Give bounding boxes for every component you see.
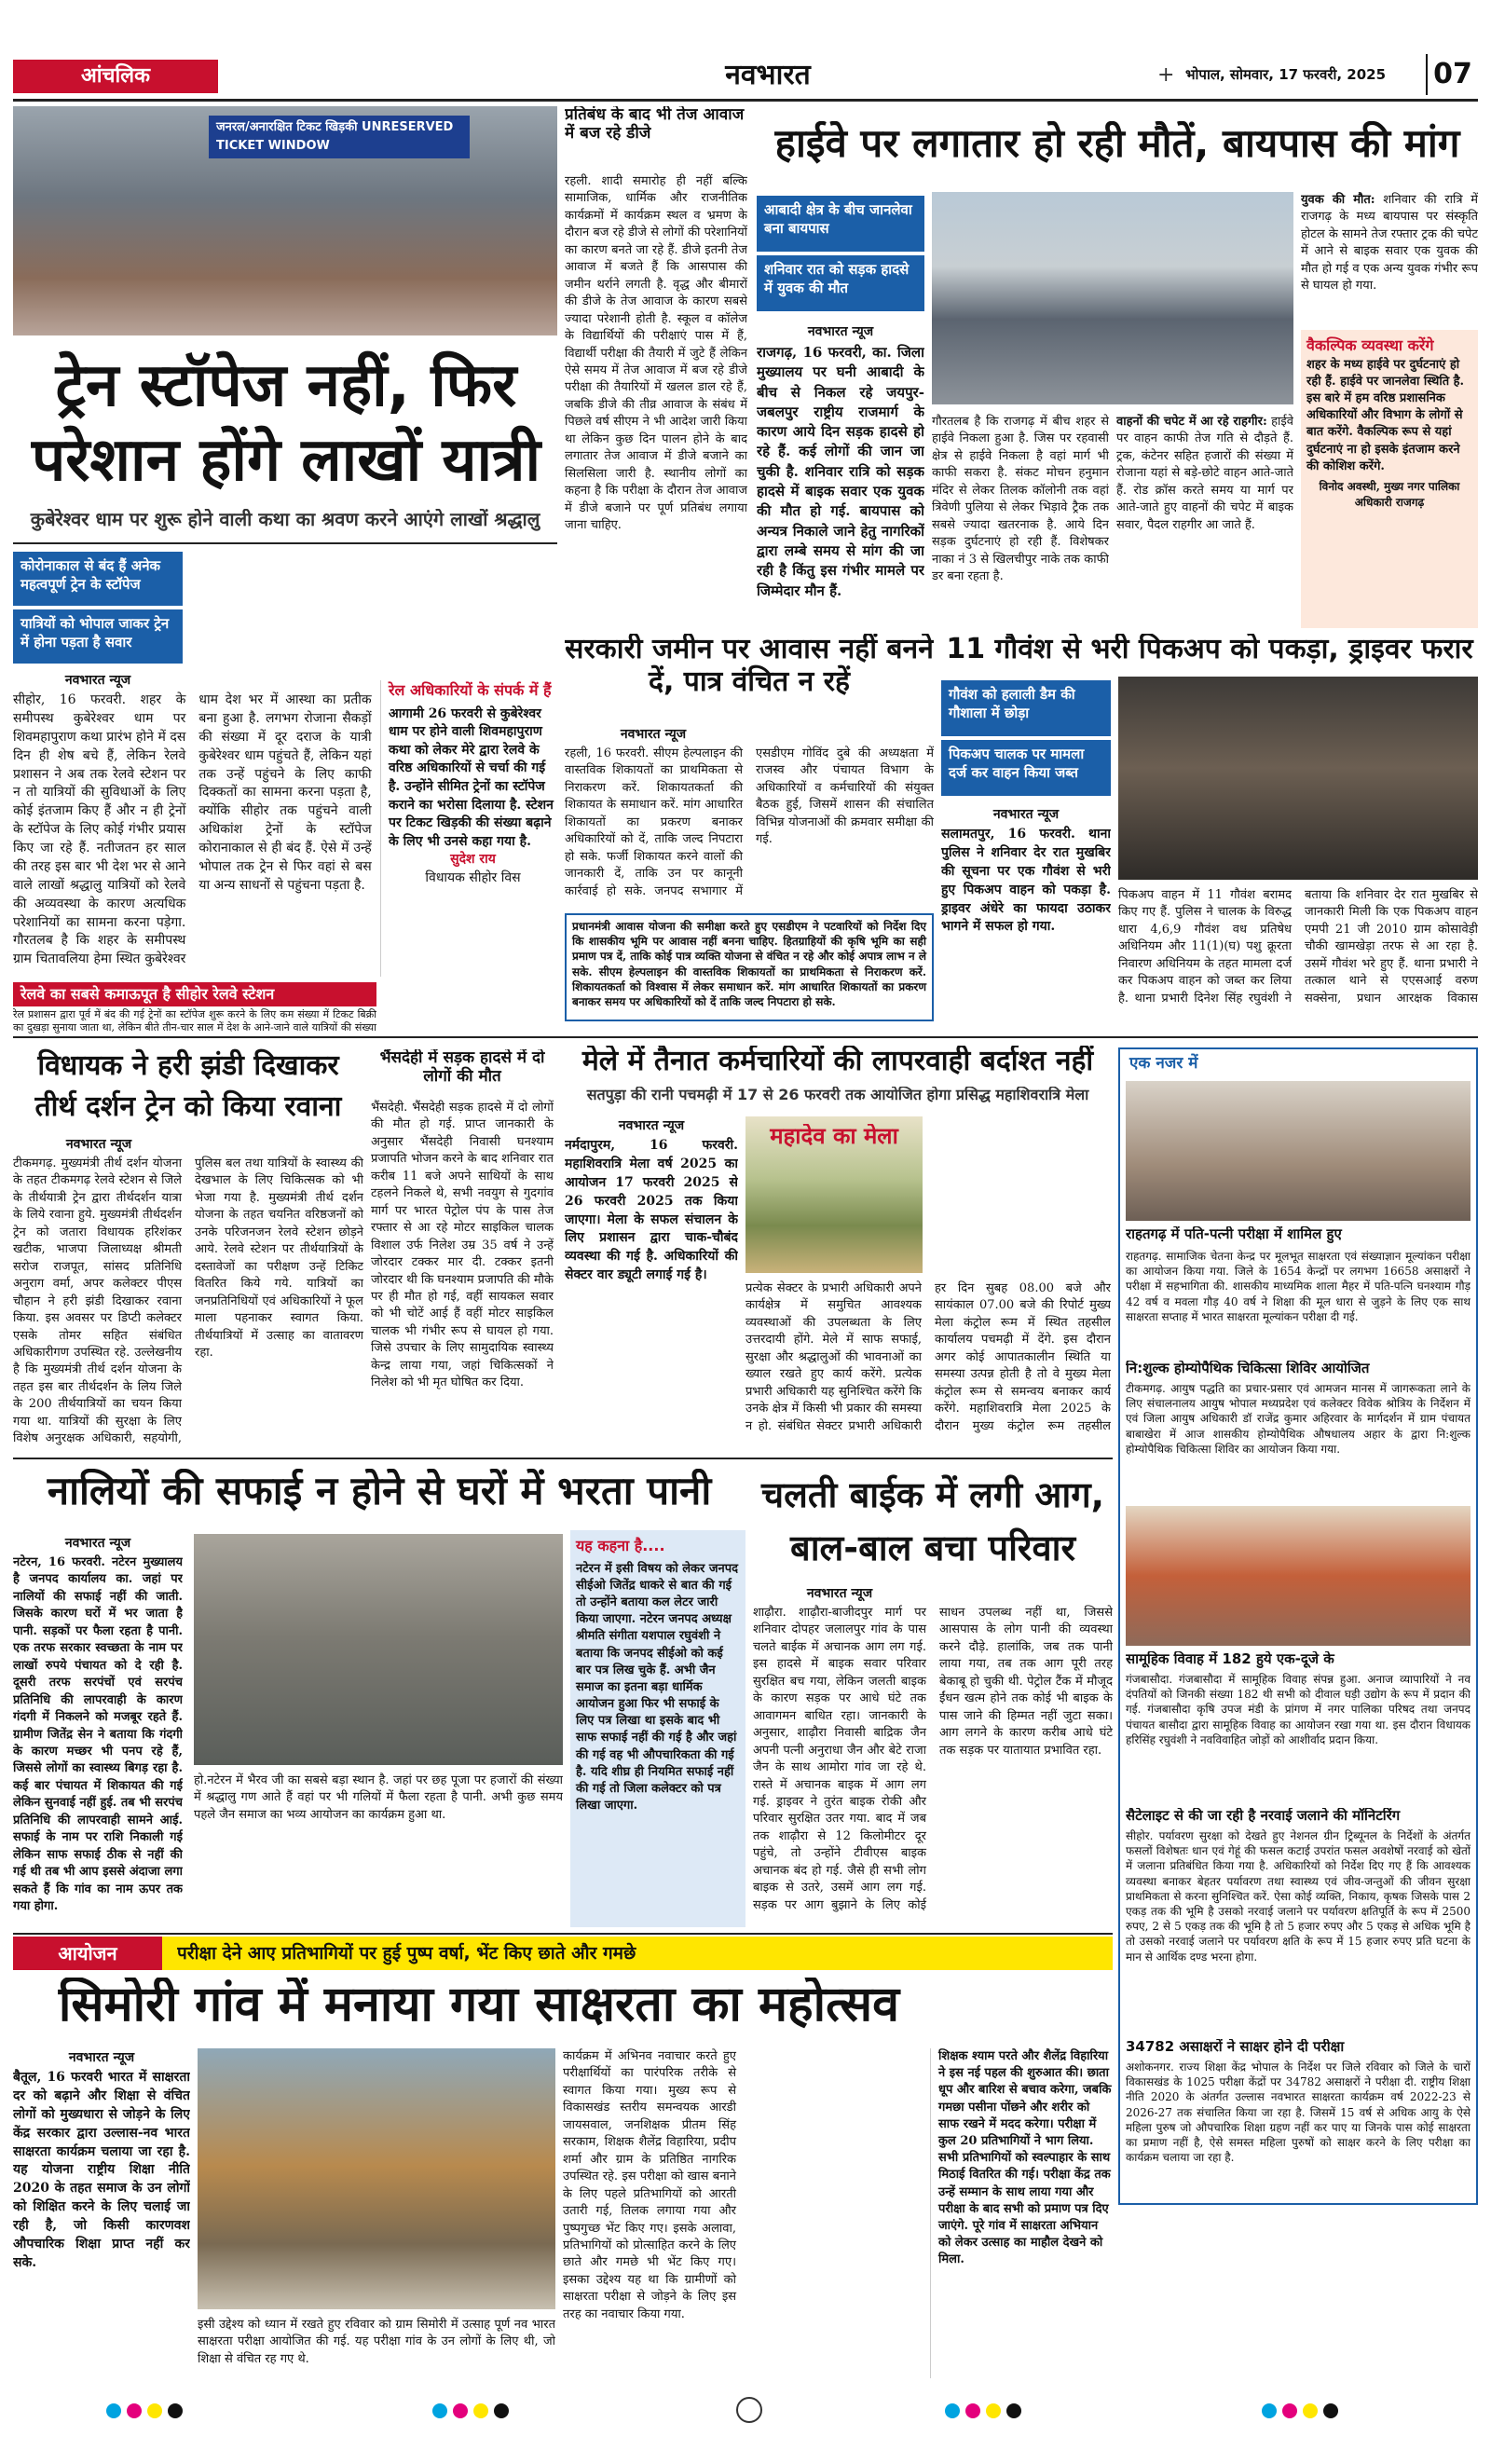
ek-nazar-photo-1 (1126, 1081, 1470, 1221)
page-header (13, 54, 1478, 97)
mela-headline: मेले में तैनात कर्मचारियों की लापरवाही बर्दाश्त नहीं (581, 1046, 1094, 1077)
mla-headline: विधायक ने हरी झंडी दिखाकर तीर्थ दर्शन ट्रेन को किया रवाना (34, 1049, 342, 1123)
highway-sub1 (1116, 414, 1293, 628)
registration-target-icon (736, 2397, 762, 2423)
magenta-dot-icon (965, 2403, 980, 2418)
highway-story (757, 106, 1478, 628)
literacy-strip (13, 1937, 1113, 1970)
bike-byline: नवभारत न्यूज (806, 1586, 873, 1601)
bike-body: शाढ़ौरा. शाढ़ौरा-बाजीदपुर मार्ग पर शनिवार दोपहर जलालपुर गांव के पास चलते बाईक में अचानक आग लग गई. इस हादसे में बाइक सवार परिवार सुरक्षित बच गया, लेकिन जलती बाइक के कारण सड़क पर आधे घंटे तक आवागमन बाधित रहा। जानकारी के अनुसार, शाढ़ौरा निवासी बाद्रिक जैन अपनी पत्नी अनुराधा जैन और बेटे राजा जैन के साथ आमोरा गांव जा रहे थे. रास्ते में अचानक बाइक में आग लग गई. ड्राइवर ने तुरंत बाइक रोकी और परिवार सुरक्षित उतर गया. बाद में जब तक शाढ़ौरा से 12 किलोमीटर दूर पहुंचे, तो उन्होंने टीवीएस बाइक अचानक बंद हो गई. जैसे ही सभी लोग बाइक से उतरे, उसमें आग लग गई. सड़क पर आग बुझाने के लिए कोई साधन उपलब्ध नहीं था, जिससे आसपास के लोग पानी की व्यवस्था करने दौड़े. हालांकि, जब तक पानी लाया गया, तब तक आग पूरी तरह बेकाबू हो चुकी थी. पेट्रोल टैंक में मौजूद ईंधन खत्म होने तक कोई भी बाइक के पास जाने की हिम्मत नहीं जुटा सका। आग लगने के कारण करीब आधे घंटे तक सड़क पर यातायात प्रभावित रहा. (753, 1606, 1113, 1912)
literacy-section: आयोजन (13, 1937, 162, 1970)
land-headline: सरकारी जमीन पर आवास नहीं बनने दें, पात्र वंचित न रहें (565, 634, 934, 698)
section-label: आंचलिक (13, 60, 218, 93)
mla-story (13, 1042, 363, 1452)
cyan-dot-icon (106, 2403, 121, 2418)
bhainsdehi-headline: भैंसदेही में सड़क हादसे में दो लोगों की मौत (379, 1049, 545, 1086)
drain-byline: नवभारत न्यूज (64, 1536, 131, 1551)
cyan-dot-icon (945, 2403, 960, 2418)
highway-sub1-body: हाईवे पर वाहन काफी तेज गति से दौड़ते हैं. ट्रक, कंटेनर सहित हजारों की संख्या में रोजाना यहां से बड़े-छोटे वाहन आते-जाते हैं. रोड क्रॉस करते समय या मार्ग पर आते-जाते हुए वाहनों की चपेट में बाइक सवार, पैदल राहगीर आ जाते हैं. (1116, 415, 1293, 532)
drain-quote-body: नटेरन में इसी विषय को लेकर जनपद सीईओ जितेंद्र धाकरे से बात की गई तो उन्होंने बताया कल लेटर जारी किया जाएगा. नटेरन जनपद अध्यक्ष श्रीमति संगीता यशपाल रघुवंशी ने बताया कि जनपद सीईओ को कई बार पत्र लिख चुके हैं. अभी जैन समाज का इतना बड़ा धार्मिक आयोजन हुआ फिर भी सफाई के लिए पत्र लिखा था इसके बाद भी साफ सफाई नहीं की गई है और जहां की गई वह भी औपचारिकता की गई है. यदि शीघ्र ही नियमित सफाई नहीं की गई तो जिला कलेक्टर को पत्र लिखा जाएगा. (576, 1561, 739, 1814)
highway-headline: हाईवे पर लगातार हो रही मौतें, बायपास की मांग (774, 121, 1460, 166)
train-headline: ट्रेन स्टॉपेज नहीं, फिर परेशान होंगे लाखों यात्री (31, 351, 541, 495)
cyan-dot-icon (1262, 2403, 1277, 2418)
highway-lead: राजगढ़, 16 फरवरी, का. जिला मुख्यालय पर घनी आबादी के बीच से निकल रहे जयपुर-जबलपुर राष्ट्रीय राजमार्ग के कारण आये दिन सड़क हादसे हो रहे हैं. कई लोगों की जान जा चुकी है. शनिवार रात्रि को सड़क हादसे में बाइक सवार एक युवक की मौत हो गई. बायपास को अन्यत्र निकाले जाने हेतु नागरिकों द्वारा लम्बे समय से मांग की जा रही है किंतु इस गंभीर मामले पर जिम्मेदार मौन हैं. (757, 344, 924, 599)
mela-body: प्रत्येक सेक्टर के प्रभारी अधिकारी अपने कार्यक्षेत्र में समुचित आवश्यक व्यवस्थाओं की उपलब्धता के लिए उत्तरदायी होंगे. मेले में साफ सफाई, सुरक्षा और श्रद्धालुओं की भावनाओं का ख्याल रखते हुए कार्य करेंगे. प्रत्येक प्रभारी अधिकारी यह सुनिश्चित करेंगे कि उनके क्षेत्र में किसी भी प्रकार की समस्या न हो. संबंधित सेक्टर प्रभारी अधिकारी हर दिन सुबह 08.00 बजे और सायंकाल 07.00 बजे की रिपोर्ट मुख्य मेला कंट्रोल रूम में स्थित तहसील कार्यालय पचमढ़ी में देंगे. इस दौरान अगर कोई आपातकालीन स्थिति या समस्या उत्पन्न होती है तो वे मुख्य मेला कंट्रोल रूम से समन्वय बनाकर कार्य करेंगे. महाशिवरात्रि मेला 2025 के दौरान मुख्य कंट्रोल रूम तहसील (746, 1281, 1111, 1433)
cow-headline: 11 गौवंश से भरी पिकअप को पकड़ा, ड्राइवर फरार (946, 634, 1473, 665)
dj-body: रहली. शादी समारोह ही नहीं बल्कि सामाजिक, धार्मिक और राजनीतिक कार्यक्रमों में कार्यक्रम स्थल व भ्रमण के दौरान बज रहे डीजे से लोगों की परेशानियों का कारण बनते जा रहे हैं. डीजे इतनी तेज आवाज में बजते हैं कि आसपास की जमीन थर्राने लगती है. वृद्ध और बीमारों की डीजे के तेज आवाज के कारण सबसे ज्यादा परेशानी होती है. स्कूल व कॉलेज के विद्यार्थियों की परीक्षाएं पास में हैं, विद्यार्थी परीक्षा की तैयारी में जुटे हैं लेकिन ऐसे समय में तेज आवाज में बज रहे डीजे परीक्षा की तैयारियों में खलल डाल रहे हैं, जबकि डीजे की तीव्र आवाज के संबंध में पिछले वर्ष सीएम ने भी आदेश जारी किया था लेकिन कुछ दिन पालन होने के बाद लगातार तेज आवाज में डीजे बजाने का सिलसिला जारी है. स्थानीय लोगों का कहना है कि परीक्षा के दौरान तेज आवाज में डीजे बजाने पर पूर्ण प्रतिबंध लगाया जाना चाहिए. (565, 174, 747, 533)
ek-nazar-item4-title: सैटेलाइट से की जा रही है नरवाई जलाने की मॉनिटरिंग (1126, 1808, 1401, 1824)
mela-byline: नवभारत न्यूज (618, 1118, 685, 1133)
bike-story (753, 1463, 1113, 1927)
train-strip: रेलवे का सबसे कमाऊपूत है सीहोर रेलवे स्टेशन (13, 982, 376, 1006)
ek-nazar-item3-title: सामूहिक विवाह में 182 हुये एक-दूजे के (1126, 1651, 1334, 1667)
drain-quote-box (570, 1530, 746, 1927)
page-number: 07 (1426, 54, 1478, 95)
ek-nazar-item4-body: सीहोर. पर्यावरण सुरक्षा को देखते हुए नेशनल ग्रीन ट्रिब्यूनल के निर्देशों के अंतर्गत फसलों विशेषतः धान एवं गेहूं की फसल कटाई उपरांत फसल अवशेषों नरवाई को खेतों में जलाना प्रतिबंधित किया गया है. अधिकारियों को निर्देश दिए गए हैं कि आवश्यक व्यवस्था बनाकर बेहतर पर्यावरण तथा स्वास्थ्य एवं जीव-जन्तुओं की जीवन सुरक्षा प्राथमिकता से करना सुनिश्चित करें. ऐसा कोई व्यक्ति, निकाय, कृषक जिसके पास 2 एकड़ तक की भूमि है उसको नरवाई जलाने पर पर्यावरण क्षतिपूर्ति के रूप में 2500 रुपए, 2 से 5 एकड़ तक की भूमि है तो 5 हजार रुपए और 5 एकड़ से अधिक भूमि है तो उसको नरवाई जलाने पर पर्यावरण क्षति के रूप में 15 हजार रुपए प्रति घटना के मान से आर्थिक दण्ड भरना होगा. (1126, 1829, 1470, 1964)
literacy-strip-text: परीक्षा देने आए प्रतिभागियों पर हुई पुष्प वर्षा, भेंट किए छाते और गमछे (177, 1943, 636, 1964)
registration-mark-icon: + (1157, 65, 1175, 86)
drain-headline: नालियों की सफाई न होने से घरों में भरता पानी (47, 1469, 712, 1513)
train-strip-body: रेल प्रशासन द्वारा पूर्व में बंद की गई ट्रेनों का स्टॉपेज शुरू करने के लिए कम संख्या में टिकट बिक्री का दुखड़ा सुनाया जाता था, लेकिन बीते तीन-चार साल में देश के आने-जाने वाले यात्रियों की संख्या (13, 1008, 376, 1034)
mela-lead: नर्मदापुरम, 16 फरवरी. महाशिवरात्रि मेला वर्ष 2025 का आयोजन 17 फरवरी 2025 से 26 फरवरी 2025 तक किया जाएगा। मेला के सफल संचालन के लिए प्रशासन द्वारा चाक-चौबंद व्यवस्था की गई है. अधिकारियों की सेक्टर वार ड्यूटी लगाई गई है। (565, 1138, 738, 1283)
magenta-dot-icon (127, 2403, 142, 2418)
cow-byline: नवभारत न्यूज (992, 807, 1060, 822)
black-dot-icon (1006, 2403, 1021, 2418)
train-quote-box (380, 680, 557, 977)
cow-lead: सलामतपुर, 16 फरवरी. थाना पुलिस ने शनिवार देर रात मुखबिर की सूचना पर एक गौवंश से भरी हुए पिकअप वाहन को पकड़ा है. ड्राइवर अंधेरे का फायदा उठाकर भागने में सफल हो गया. (941, 827, 1111, 935)
highway-body: गौरतलब है कि राजगढ़ में बीच शहर से हाईवे निकला हुआ है. जिस पर रहवासी क्षेत्र से हाईवे निकला है वहां मार्ग भी काफी सकरा है. संकट मोचन हनुमान मंदिर से लेकर तिलक कॉलोनी तक वहां त्रिवेणी पुलिया से लेकर भिड़ावे ट्रैक तक सबसे ज्यादा खतरनाक है. आये दिन सड़क दुर्घटनाएं हो रही हैं. विशेषकर नाका नं 3 से खिलचीपुर नाके तक काफी डर बना रहता है. (932, 415, 1109, 584)
ticket-window-photo (13, 106, 557, 335)
header-rule (13, 99, 1478, 102)
highway-quote-name: विनोद अवस्थी, मुख्य नगर पालिका अधिकारी राजगढ़ (1319, 479, 1460, 509)
highway-sub1-title: वाहनों की चपेट में आ रहे राहगीर: (1116, 415, 1267, 429)
literacy-lead: बैतूल, 16 फरवरी भारत में साक्षरता दर को बढ़ाने और शिक्षा से वंचित लोगों को मुख्यधारा से जोड़ने के लिए केंद्र सरकार द्वारा उल्लास-नव भारत साक्षरता कार्यक्रम चलाया जा रहा है. यह योजना राष्ट्रीय शिक्षा नीति 2020 के तहत समाज के उन लोगों को शिक्षित करने के लिए चलाई जा रही है, जो किसी कारणवश औपचारिक शिक्षा प्राप्त नहीं कर सके. (13, 2070, 190, 2270)
color-bar-mid-right (945, 2402, 1047, 2419)
black-dot-icon (168, 2403, 183, 2418)
highway-quote-box (1301, 330, 1478, 628)
train-box-2: यात्रियों को भोपाल जाकर ट्रेन में होना पड़ता है सवार (13, 609, 183, 664)
ek-nazar-heading: एक नजर में (1120, 1049, 1269, 1077)
highway-sub2-title: युवक की मौत: (1301, 193, 1375, 207)
mla-byline: नवभारत न्यूज (65, 1137, 132, 1152)
mela-photo (746, 1116, 923, 1273)
dj-headline: प्रतिबंध के बाद भी तेज आवाज में बज रहे डीजे (565, 106, 745, 143)
yellow-dot-icon (147, 2403, 162, 2418)
bike-headline: चलती बाईक में लगी आग, बाल-बाल बचा परिवार (760, 1474, 1105, 1568)
highway-byline: नवभारत न्यूज (807, 324, 874, 339)
drain-quote-title: यह कहना है.... (576, 1537, 665, 1554)
ek-nazar-item1-body: राहतगढ़. सामाजिक चेतना केन्द्र पर मूलभूत साक्षरता एवं संख्याज्ञान मूल्यांकन परीक्षा का आयोजन किया गया. जिले के 1654 केन्द्रों पर लगभग 16658 असाक्षरों ने परीक्षा में सहभागिता की. शासकीय माध्यमिक शाला मैहर में पति-पत्नि घनश्याम गौड़ 42 वर्ष व मवला गौड़ 40 वर्ष ने शिक्षा की मूल धारा से जुड़ने के लिए एक साथ साक्षरता सप्ताह में भारत साक्षरता मूल्यांकन परीक्षा दी गई. (1126, 1250, 1470, 1323)
mela-story (565, 1042, 1111, 1452)
highway-quote-body: शहर के मध्य हाईवे पर दुर्घटनाएं हो रही हैं. हाईवे पर जानलेवा स्थिति है. इस बारे में हम वरिष्ठ प्रशासनिक अधिकारियों और विभाग के लोगों से बात करेंगे. वैकल्पिक रूप से यहां दुर्घटनाएं ना हो इसके इंतजाम करने की कोशिश करेंगे. (1306, 357, 1465, 473)
literacy-quote-box (930, 2048, 1113, 2378)
ek-nazar-item2-title: नि:शुल्क होम्योपैथिक चिकित्सा शिविर आयोजित (1126, 1361, 1370, 1376)
section-rule-3 (13, 1933, 1113, 1935)
cyan-dot-icon (432, 2403, 447, 2418)
black-dot-icon (494, 2403, 509, 2418)
color-bar-left (106, 2402, 209, 2419)
train-quote-title: रेल अधिकारियों के संपर्क में हैं (389, 681, 552, 699)
drain-photo (194, 1534, 563, 1765)
color-bar-right (1262, 2402, 1364, 2419)
bhainsdehi-story (371, 1042, 554, 1452)
mla-body: टीकमगढ़. मुख्यमंत्री तीर्थ दर्शन योजना के तहत टीकमगढ़ रेलवे स्टेशन से जिले के तीर्थयात्री ट्रेन द्वारा तीर्थदर्शन यात्रा के लिये रवाना हुये. मुख्यमंत्री तीर्थदर्शन ट्रेन को जतारा विधायक हरिशंकर खटीक, भाजपा जिलाध्यक्ष श्रीमती सरोज राजपूत, सांसद प्रतिनिधि अनुराग वर्मा, अपर कलेक्टर पीएस चौहान ने हरी झंडी दिखाकर रवाना किया. इस अवसर पर डिप्टी कलेक्टर एसके तोमर सहित संबंधित अधिकारीगण उपस्थित रहे. उल्लेखनीय है कि मुख्यमंत्री तीर्थ दर्शन योजना के तहत इस बार तीर्थदर्शन के लिय जिले के 200 तीर्थयात्रियों का चयन किया गया था. यात्रियों की सुरक्षा के लिए विशेष अनुरक्षक अधिकारी, सहयोगी, पुलिस बल तथा यात्रियों के स्वास्थ्य की देखभाल के लिए चिकित्सक को भी भेजा गया है. मुख्यमंत्री तीर्थ दर्शन योजना के तहत चयनित वरिष्ठजनों को उनके परिजनजन रेलवे स्टेशन छोड़ने आये. रेलवे स्टेशन पर तीर्थयात्रियों के दस्तावेजों का परीक्षण उन्हें टिकिट वितरित किये गये. यात्रियों का जनप्रतिनिधियों एवं अधिकारियों ने फूल माला पहनाकर स्वागत किया. तीर्थयात्रियों में उत्साह का वातावरण रहा. (13, 1157, 363, 1446)
land-body: रहली, 16 फरवरी. सीएम हेल्पलाइन की वास्तविक शिकायतों का प्राथमिकता से निराकरण करें. शिकायतकर्ता की शिकायत के समाधान करें. मांग आधारित शिकायतों का प्रकरण बनाकर अधिकारियों को दें, ताकि जल्द निपटारा हो सके. फर्जी शिकायत करने वालों की जानकारी दें, ताकि उन पर कानूनी कार्रवाई हो सके. जनपद सभागार में एसडीएम गोविंद दुबे की अध्यक्षता में राजस्व और पंचायत विभाग के अधिकारियों व कर्मचारियों की संयुक्त बैठक हुई, जिसमें शासन की संचालित विभिन्न योजनाओं की क्रमवार समीक्षा की गई. (565, 746, 934, 898)
cow-photo (1118, 677, 1478, 880)
train-quote-name: सुदेश राय (450, 852, 496, 868)
ek-nazar-item2-body: टीकमगढ़. आयुष पद्धति का प्रचार-प्रसार एवं आमजन मानस में जागरूकता लाने के लिए संचालनालय आयुष भोपाल मध्यप्रदेश एवं कलेक्टर विवेक श्रोत्रिय के निर्देशन में एवं जिला आयुष अधिकारी डॉ राजेंद्र कुमार अहिरवार के मार्गदर्शन में ग्राम पंचायत बाबाखेरा में आज शासकीय होम्योपैथिक औषधालय अहार के द्वारा नि:शुल्क होम्योपैथिक चिकित्सा शिविर का आयोजन किया गया. (1126, 1382, 1470, 1456)
literacy-caption: इसी उद्देश्य को ध्यान में रखते हुए रविवार को ग्राम सिमोरी में उत्साह पूर्ण नव भारत साक्षरता परीक्षा आयोजित की गई. यह परीक्षा गांव के उन लोगों के लिए थी, जो शिक्षा से वंचित रह गए थे. (198, 2318, 555, 2366)
drain-body: नटेरन, 16 फरवरी. नटेरन मुख्यालय है जनपद कार्यालय का. जहां पर नालियों की सफाई नहीं की जाती. जिसके कारण घरों में भर जाता है पानी. सड़कों पर फैला रहता है पानी. एक तरफ सरकार स्वच्छता के नाम पर लाखों रुपये पंचायत को दे रही है. दूसरी तरफ सरपंचों एवं सरपंच प्रतिनिधि की लापरवाही के कारण गंदगी में निकलने को मजबूर रहते हैं. ग्रामीण जितेंद्र सेन ने बताया कि गंदगी के कारण मच्छर भी पनप रहे हैं, जिससे लोगों का स्वास्थ्य बिगड़ रहा है. कई बार पंचायत में शिकायत की गई लेकिन सुनवाई नहीं हुई. तब भी सरपंच प्रतिनिधि की लापरवाही सामने आई. सफाई के नाम पर राशि निकाली गई लेकिन साफ सफाई ठीक से नहीं की गई थी तब भी आप इससे अंदाजा लगा सकते हैं कि गांव का नाम ऊपर तक गया होगा. (13, 1555, 183, 1914)
ek-nazar-sidebar (1118, 1047, 1478, 2205)
train-subhead: कुबेरेश्वर धाम पर शुरू होने वाली कथा का श्रवण करने आएंगे लाखों श्रद्धालु (30, 509, 540, 530)
highway-photo (932, 192, 1293, 404)
bhainsdehi-body: भैंसदेही. भैंसदेही सड़क हादसे में दो लोगों की मौत हो गई. प्राप्त जानकारी के अनुसार भैंसदेही निवासी घनश्याम प्रजापति भोजन करने के बाद शनिवार रात करीब 11 बजे अपने साथियों के साथ टहलने निकले थे, सभी नवयुग से गुदगांव मार्ग पर भारत पेट्रोल पंप के पास तेज रफ्तार से आ रहे मोटर साइकिल चालक विशाल उर्फ निलेश उम्र 35 वर्ष ने उन्हें जोरदार टक्कर मार दी. टक्कर इतनी जोरदार थी कि घनश्याम प्रजापति की मौके पर ही मौत हो गई, वहीं सायकल सवार को भी चोटें आई हैं वहीं मोटर साइकिल चालक भी गंभीर रूप से घायल हो गया. जिसे उपचार के लिए सामुदायिक स्वास्थ्य केन्द्र लाया गया, जहां चिकित्सकों ने निलेश को भी मृत घोषित कर दिया. (371, 1101, 554, 1390)
train-subhead-rule (13, 542, 557, 544)
mela-photo-title: महादेव का मेला (770, 1124, 898, 1149)
land-box (565, 913, 934, 1021)
highway-box-2: शनिवार रात को सड़क हादसे में युवक की मौत (757, 255, 924, 311)
ek-nazar-item1-title: राहतगढ़ में पति-पत्नी परीक्षा में शामिल हुए (1126, 1226, 1342, 1242)
land-box-body: प्रधानमंत्री आवास योजना की समीक्षा करते हुए एसडीएम ने पटवारियों को निर्देश दिए कि शासकीय भूमि पर आवास नहीं बनना चाहिए. हितग्राहियों की कृषि भूमि का सही प्रमाण पत्र दें, ताकि कोई पात्र व्यक्ति योजना से वंचित न रहे और कोई अपात्र लाभ न ले सके. सीएम हेल्पलाइन की वास्तविक शिकायतों का प्राथमिकता से निराकरण करें. शिकायतकर्ता को विश्वास में लेकर समाधान करें. मांग आधारित शिकायतों का प्रकरण बनाकर समय पर अधिकारियों को दें ताकि जल्द निपटारा हो सके. (572, 920, 926, 1008)
cow-box-1: गौवंश को हलाली डैम की गौशाला में छोड़ा (941, 680, 1111, 736)
drain-caption: हो.नटेरन में भैरव जी का सबसे बड़ा स्थान है. जहां पर छह पूजा पर हजारों की संख्या में श्रद्धालु गण आते हैं वहां पर भी गलियों में फैला रहता है पानी. अभी कुछ समय पहले जैन समाज का भव्य आयोजन का कार्यक्रम हुआ था. (194, 1773, 563, 1822)
cow-body: पिकअप वाहन में 11 गौवंश बरामद किए गए हैं. पुलिस ने चालक के विरुद्ध धारा 4,6,9 गौवंश वध प्रतिषेध अधिनियम और 11(1)(घ) पशु क्रूरता निवारण अधिनियम के तहत मामला दर्ज कर पिकअप वाहन को जब्त कर लिया है. थाना प्रभारी दिनेश सिंह रघुवंशी ने बताया कि शनिवार देर रात मुखबिर से जानकारी मिली कि एक पिकअप वाहन एमपी 21 जी 2010 ग्राम कोसावेड़ी चौकी खामखेड़ा तरफ से आ रहा है. उसमें गौवंश भरे हुए हैं. थाना प्रभारी ने तत्काल थाने से एएसआई वरुण सक्सेना, प्रधान आरक्षक विकास (1118, 888, 1478, 1006)
land-story (565, 634, 934, 1021)
land-byline: नवभारत न्यूज (620, 727, 687, 742)
literacy-byline: नवभारत न्यूज (68, 2050, 135, 2065)
mela-subhead: सतपुड़ा की रानी पचमढ़ी में 17 से 26 फरवरी तक आयोजित होगा प्रसिद्ध महाशिवरात्रि मेला (586, 1087, 1089, 1103)
magenta-dot-icon (1282, 2403, 1297, 2418)
literacy-photo (198, 2048, 555, 2309)
dj-story (565, 106, 747, 628)
train-quote-role: विधायक सीहोर विस (425, 869, 521, 885)
cow-box-2: पिकअप चालक पर मामला दर्ज कर वाहन किया जब्त (941, 740, 1111, 796)
yellow-dot-icon (473, 2403, 488, 2418)
ek-nazar-item5-body: अशोकनगर. राज्य शिक्षा केंद्र भोपाल के निर्देश पर जिले रविवार को जिले के चारों विकासखंड के 1025 परीक्षा केंद्रों पर 34782 असाक्षरों ने परीक्षा दी. राष्ट्रीय शिक्षा नीति 2020 के अंतर्गत उल्लास नवभारत साक्षरता कार्यक्रम वर्ष 2022-23 से 2026-27 तक संचालित किया जा रहा है. जिसमें 15 वर्ष से अधिक आयु के ऐसे महिला पुरुष जो औपचारिक शिक्षा ग्रहण नहीं कर पाए या जिनके पास कोई साक्षरता का प्रमाण नहीं है, ऐसे समस्त महिला पुरुषों को साक्षर करने के लिए परीक्षा का कार्यक्रम चलाया जा रहा है. (1126, 2060, 1470, 2165)
highway-box-1: आबादी क्षेत्र के बीच जानलेवा बना बायपास (757, 196, 924, 252)
masthead: नवभारत (725, 59, 811, 91)
train-box-1: कोरोनाकाल से बंद हैं अनेक महत्वपूर्ण ट्रेन के स्टॉपेज (13, 552, 183, 606)
literacy-story (13, 1937, 1113, 2378)
highway-quote-title: वैकल्पिक व्यवस्था करेंगे (1306, 336, 1434, 354)
black-dot-icon (1323, 2403, 1338, 2418)
ek-nazar-item3-body: गंजबासौदा. गंजबासौदा में सामूहिक विवाह संपन्न हुआ. अनाज व्यापारियों ने नव दंपतियों को जिनकी संख्या 182 थी सभी को दीवाल घड़ी उद्योग के रूप में प्रदान की गई. गंजबासौदा कृषि उपज मंडी के प्रांगण में नगर पालिका परिषद तथा जनपद पंचायत बासौदा द्वारा सामूहिक विवाह का आयोजन रखा गया था. इस दौरान विधायक हरिसिंह रघुवंशी ने नवविवाहित जोड़ों को आशीर्वाद प्रदान किया. (1126, 1673, 1470, 1746)
literacy-body: कार्यक्रम में अभिनव नवाचार करते हुए परीक्षार्थियों का पारंपरिक तरीके से स्वागत किया गया। मुख्य रूप से विकासखंड स्तरीय समन्वयक आरडी जायसवाल, जनशिक्षक प्रीतम सिंह सरकाम, शिक्षक शैलेंद्र विहारिया, प्रदीप शर्मा और ग्राम के प्रतिष्ठित नागरिक उपस्थित रहे. इस परीक्षा को खास बनाने के लिए पहले प्रतिभागियों को आरती उतारी गई, तिलक लगाया गया और पुष्पगुच्छ भेंट किए गए। इसके अलावा, प्रतिभागियों को प्रोत्साहित करने के लिए छाते और गमछे भी भेंट किए गए। इसका उद्देश्य यह था कि ग्रामीणों को साक्षरता परीक्षा से जोड़ने के लिए इस तरह का नवाचार किया गया. (563, 2049, 736, 2321)
yellow-dot-icon (1303, 2403, 1318, 2418)
color-bar-mid-left (432, 2402, 535, 2419)
print-registration-footer (13, 2391, 1478, 2429)
train-body: सीहोर, 16 फरवरी. शहर के समीपस्थ कुबेरेश्वर धाम पर शिवमहापुराण कथा प्रारंभ होने में दस दिन ही शेष बचे हैं, लेकिन रेलवे प्रशासन ने अब तक रेलवे स्टेशन पर न तो यात्रियों की सुविधाओं के लिए कोई इंतजाम किए हैं और न ही ट्रेनों के स्टॉपेज के लिए कोई गंभीर प्रयास किए जा रहे हैं. नतीजतन हर साल की तरह इस बार भी देश भर से आने वाले लाखों श्रद्धालु यात्रियों को रेलवे की अव्यवस्था के कारण अत्यधिक परेशानियों का सामना करना पड़ेगा. गौरतलब है कि शहर के समीपस्थ ग्राम चितावलिया हेमा स्थित कुबेरेश्वर धाम देश भर में आस्था का प्रतीक बना हुआ है. लगभग रोजाना सैकड़ों की संख्या में दूर दराज के यात्री कुबेरेश्वर धाम पहुंचते हैं, लेकिन यहां तक उन्हें पहुंचने के लिए काफी दिक्कतों का सामना करना पड़ता है, क्योंकि सीहोर तक पहुंचने वाली अधिकांश ट्रेनों के स्टॉपेज कोरानाकाल से ही बंद हैं. ऐसे में उन्हें भोपाल तक ट्रेन से फिर वहां से बस या अन्य साधनों से पहुंचना पड़ता है. (13, 692, 372, 967)
highway-sub2-body: शनिवार की रात्रि में राजगढ़ के मध्य बायपास पर संस्कृति होटल के सामने तेज रफ्तार ट्रक की चपेट में आने से बाइक सवार एक युवक की मौत हो गई व एक अन्य युवक गंभीर रूप से घायल हो गया. (1301, 193, 1478, 294)
train-quote-body: आगामी 26 फरवरी से कुबेरेश्वर धाम पर होने वाली शिवमहापुराण कथा को लेकर मेरे द्वारा रेलवे के वरिष्ठ अधिकारियों से चर्चा की गई है. उन्होंने सीमित ट्रेनों का स्टॉपेज कराने का भरोसा दिलाया है. स्टेशन पर टिकट खिड़की की संख्या बढ़ाने के लिए भी उनसे कहा गया है. (389, 705, 554, 849)
dateline: भोपाल, सोमवार, 17 फरवरी, 2025 (1185, 66, 1387, 83)
highway-sub2 (1301, 192, 1478, 322)
ticket-window-sign: जनरल/अनारक्षित टिकट खिड़की UNRESERVED TICKET WINDOW (209, 116, 470, 158)
cow-story (941, 634, 1478, 1021)
train-story (13, 106, 557, 1034)
literacy-quote-body: शिक्षक श्याम परते और शैलेंद्र विहारिया ने इस नई पहल की शुरुआत की। छाता धूप और बारिश से बचाव करेगा, जबकि गमछा पसीना पोंछने और शरीर को साफ रखने में मदद करेगा। परीक्षा में कुल 20 प्रतिभागियों ने भाग लिया. सभी प्रतिभागियों को स्वल्पाहार के साथ मिठाई वितरित की गई। परीक्षा केंद्र तक उन्हें सम्मान के साथ लाया गया और परीक्षा के बाद सभी को प्रमाण पत्र दिए जाएंगे. पूरे गांव में साक्षरता अभियान को लेकर उत्साह का माहौल देखने को मिला. (938, 2049, 1112, 2267)
drain-story (13, 1463, 746, 1927)
section-rule-1 (13, 1036, 1478, 1038)
train-byline: नवभारत न्यूज (64, 673, 131, 688)
ek-nazar-photo-2 (1126, 1506, 1470, 1646)
yellow-dot-icon (986, 2403, 1001, 2418)
section-rule-2 (13, 1458, 1113, 1459)
magenta-dot-icon (453, 2403, 468, 2418)
ek-nazar-item5-title: 34782 असाक्षरों ने साक्षर होने दी परीक्षा (1126, 2039, 1345, 2055)
literacy-headline: सिमोरी गांव में मनाया गया साक्षरता का महोत्सव (58, 1978, 900, 2033)
